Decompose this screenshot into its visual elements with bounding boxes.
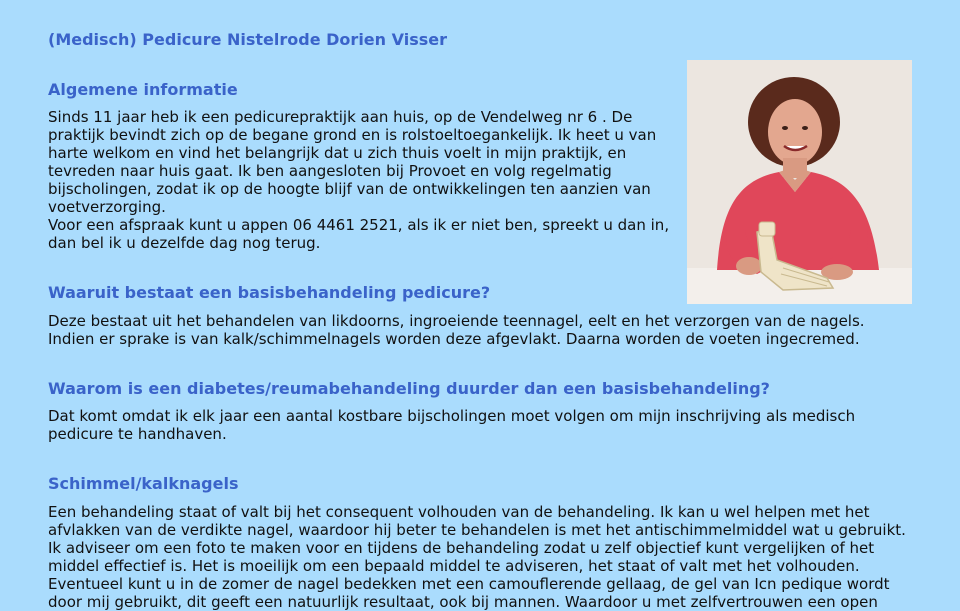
paragraph-schimmel-kalknagels: Een behandeling staat of valt bij het consequent volhouden van de behandeling. Ik kan u wel helpen met het afvlakken van de verdikte nagel, waardoor hij beter te behandelen is met het antischimmelmiddel wat u gebruikt. Ik adviseer om een foto te maken voor en tijdens de behandeling zodat u zelf objectief kunt vergelijken of het middel effectief is. Het is moeilijk om een bepaald middel te adviseren, het staat of valt met het volhouden. Eventueel kunt u in de zomer de nagel bedekken met een camouflerende gellaag, de gel van Icn pedique wordt door mij gebruikt, dit geeft een natuurlijk resultaat, ook bij mannen. Waardoor u met zelfvertrouwen een open <box>48 503 906 611</box>
paragraph-diabetes-reuma: Dat komt omdat ik elk jaar een aantal kostbare bijscholingen moet volgen om mijn inschrijving als medisch pedicure te handhaven. <box>48 407 856 443</box>
paragraph-algemene-informatie: Sinds 11 jaar heb ik een pedicurepraktijk aan huis, op de Vendelweg nr 6 . De praktijk bevindt zich op de begane grond en is rolstoeltoegankelijk. Ik heet u van harte welkom en vind het belangrijk dat u zich thuis voelt in mijn praktijk, en tevreden naar huis gaat. Ik ben aangesloten bij Provoet en volg regelmatig bijscholingen, zodat ik op de hoogte blijf van de ontwikkelingen ten aanzien van voetverzorging. <box>48 108 657 216</box>
paragraph-basisbehandeling: Deze bestaat uit het behandelen van likdoorns, ingroeiende teennagel, eelt en het verzorgen van de nagels. Indien er sprake is van kalk/schimmelnagels worden deze afgevlakt. Daarna worden de voeten ingecremed. <box>48 312 865 348</box>
site-title: (Medisch) Pedicure Nistelrode Dorien Visser <box>48 30 447 49</box>
heading-algemene-informatie: Algemene informatie <box>48 80 238 99</box>
heading-diabetes-reuma: Waarom is een diabetes/reumabehandeling duurder dan een basisbehandeling? <box>48 379 770 398</box>
heading-schimmel-kalknagels: Schimmel/kalknagels <box>48 474 239 493</box>
heading-basisbehandeling: Waaruit bestaat een basisbehandeling pedicure? <box>48 283 491 302</box>
pedicurist-photo <box>687 60 912 304</box>
photo-woman-with-foot-model <box>687 60 912 304</box>
paragraph-afspraak: Voor een afspraak kunt u appen 06 4461 2521, als ik er niet ben, spreekt u dan in, dan bel ik u dezelfde dag nog terug. <box>48 216 670 252</box>
